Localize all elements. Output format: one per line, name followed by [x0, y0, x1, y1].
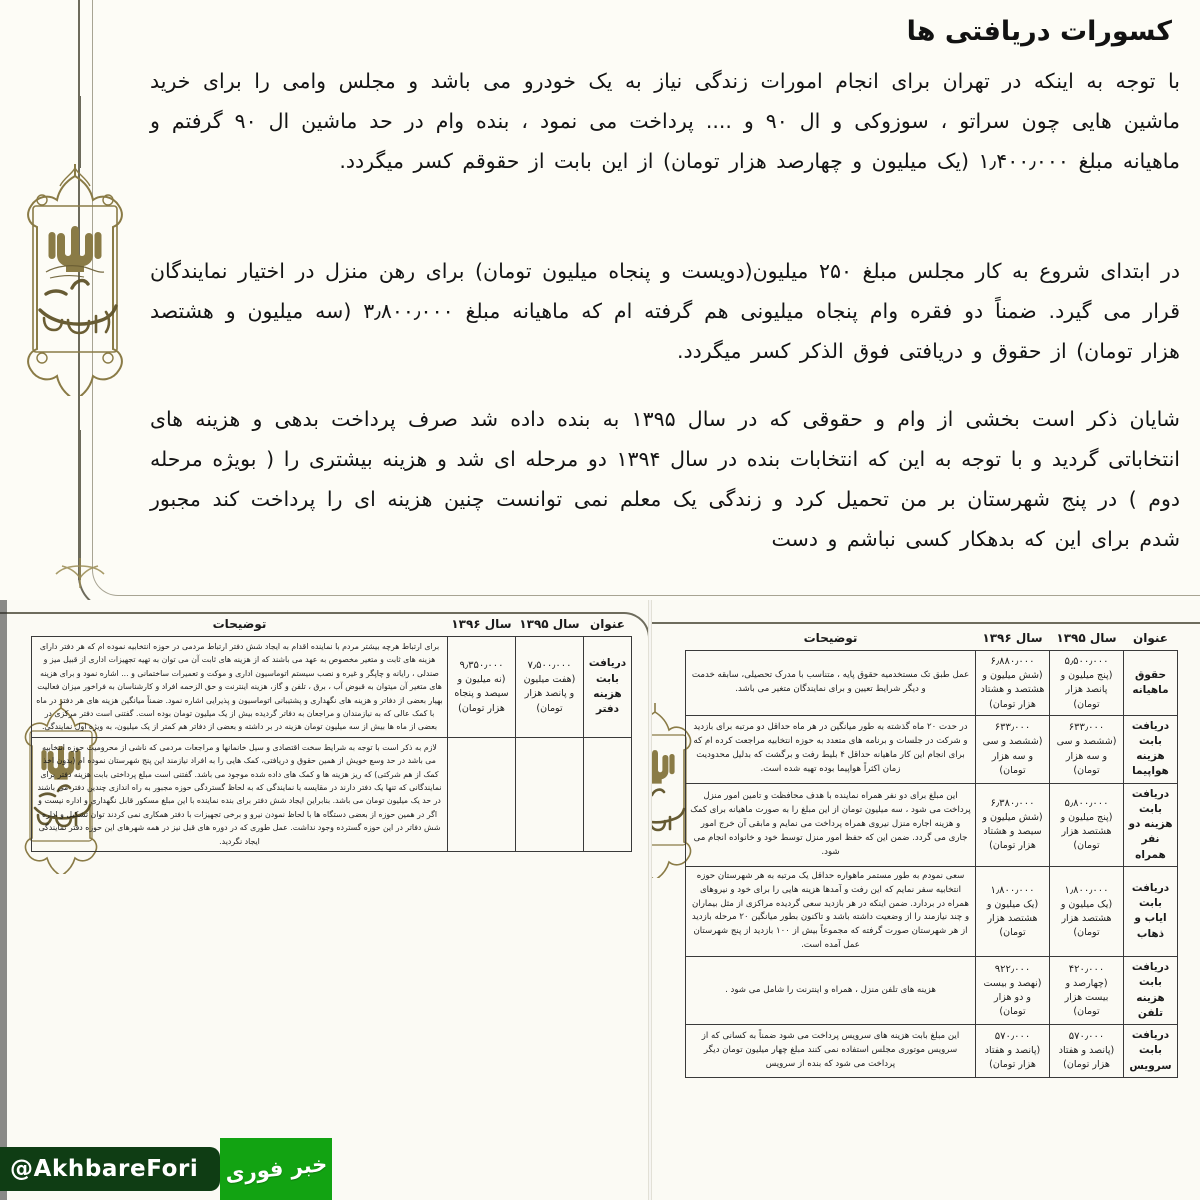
row-title: حقوق ماهیانه — [1124, 651, 1178, 716]
amount-number: ۹۲۲٫۰۰۰ — [994, 963, 1031, 975]
row-amount-1396 — [976, 715, 1050, 783]
amount-number: ۶۳۳٫۰۰۰ — [1068, 722, 1105, 734]
amount-words: (نهصد و بیست و دو هزار تومان) — [983, 977, 1042, 1018]
table-row — [686, 651, 1178, 716]
amount-number: ۱٫۸۰۰٫۰۰۰ — [1064, 884, 1109, 896]
amount-number: ۵۷۰٫۰۰۰ — [1068, 1031, 1105, 1043]
row-title: دریافت بابت هزینه هواپیما — [1124, 715, 1178, 783]
page-title: کسورات دریافتی ها — [906, 16, 1172, 47]
header-description: توضیحات — [212, 617, 267, 631]
row-description: لازم به ذکر است با توجه به شرایط سخت اقتصادی و سیل خانمانها و مراجعات مردمی که ناشی از محرومیت حوزه انتخابیه می باشد در حد وسع خویش از همین حقوق و دریافتی، کمک هایی را به افراد نیازمند این پنج شهرستان نموده ام (بدون اخذ کمک از هم شرکتی) که ریز هزینه ها و کمک های داده شده موجود می باشد. گفتنی است مبلغ پرداختی بابت هزینه دفتر برای نمایندگانی که تنها یک دفتر دارند در مقایسه با نمایندگی که به لحاظ گستردگی حوزه مجبور به راه اندازی چندین دفتر می باشند در حد یک میلیون تومان می باشد. بنابراین ایجاد شش دفتر برای بنده نماینده با این مبلغ مسکور قابل نگهداری و اداره نیست و اگر در همین حوزه از بعضی دستگاه ها با لحاظ نمودن نیرو و برخی تجهیزات با دفتر همکاری نمی کردند توان تشکیل و اداره شش دفاتر در این حوزه گسترده وجود نداشت. عمل طوری که در دوره های قبل نیز در همه شهرهای این حوزه دفتر نمایندگی ایجاد نگردید. — [32, 737, 448, 851]
row-description: این مبلغ بابت هزینه های سرویس پرداخت می شود ضمناً به کسانی که از سرویس موتوری مجلس استفاده نمی کنند مبلغ چهار میلیون تومان دیگر پرداخت می شود که بنده از سرویس — [686, 1025, 976, 1078]
amount-words: (یک میلیون و هشتصد هزار تومان) — [1060, 898, 1113, 939]
table-header-row — [32, 614, 632, 637]
row-title: دریافت بابت هزینه دفتر — [584, 637, 632, 738]
row-title: دریافت بابت سرویس — [1124, 1025, 1178, 1078]
watermark-logo-text: خبر فوری — [224, 1151, 329, 1187]
amount-words: (ششصد و سی و سه هزار تومان) — [982, 736, 1043, 776]
row-amount-1396 — [976, 1025, 1050, 1078]
row-amount-1395 — [1050, 957, 1124, 1025]
row-amount-1395 — [1050, 651, 1124, 716]
row-amount-1396 — [976, 957, 1050, 1025]
row-amount-1395 — [516, 637, 584, 738]
corner-flourish-icon — [52, 556, 108, 590]
table-row — [686, 866, 1178, 957]
row-amount-1395 — [1050, 866, 1124, 957]
row-amount-1396 — [448, 737, 516, 851]
page-seam-divider — [648, 600, 652, 1200]
row-amount-1396 — [976, 866, 1050, 957]
amount-number: ۵۷۰٫۰۰۰ — [994, 1031, 1031, 1043]
row-description: سعی نمودم به طور مستمر ماهواره حداقل یک مرتبه به هر شهرستان حوزه انتخابیه سفر نمایم که این رفت و آمدها هزینه هایی را برای خود و نیروهای همراه در بردارد. ضمن اینکه در هر بازدید سعی گردیده مراکزی از مثل بیماران و چند نیازمند را از وضعیت داشته باشد و تاکنون بطور میانگین ۲۰ مرحله بازدید از هر شهرستان صورت گرفته که مجموعاً بیش از ۱۰۰ بازدید از پنج شهرستان عمل آمده است. — [686, 866, 976, 957]
table-row — [32, 737, 632, 851]
row-description: هزینه های تلفن منزل ، همراه و اینترنت را شامل می شود . — [686, 957, 976, 1025]
amount-number: ۶۳۳٫۰۰۰ — [994, 722, 1031, 734]
table-header-row — [686, 628, 1178, 651]
watermark-badge — [0, 1138, 332, 1200]
scan-edge-shadow — [0, 600, 7, 1200]
amount-words: (ششصد و سی و سه هزار تومان) — [1056, 736, 1117, 776]
amount-number: ۵٫۸۰۰٫۰۰۰ — [1064, 797, 1109, 809]
header-year-1396: سال ۱۳۹۶ — [982, 631, 1043, 645]
header-year-1396: سال ۱۳۹۶ — [451, 617, 512, 631]
amount-number: ۴۲۰٫۰۰۰ — [1068, 963, 1105, 975]
amount-number: ۹٫۳۵۰٫۰۰۰ — [459, 660, 504, 672]
header-title: عنوان — [590, 617, 625, 631]
row-description: عمل طبق تک مستخدمیه حقوق پایه ، متناسب با مدرک تحصیلی، سابقه خدمت و دیگر شرایط تعیین و برای نمایندگان متغیر می باشد. — [686, 651, 976, 716]
row-amount-1395 — [516, 737, 584, 851]
amount-words: (نه میلیون و سیصد و پنجاه هزار تومان) — [454, 674, 509, 714]
khabar-fori-logo-icon — [220, 1138, 332, 1200]
row-amount-1396 — [976, 783, 1050, 866]
table-row — [686, 783, 1178, 866]
amount-words: (شش میلیون و هشتصد و هشتاد هزار تومان) — [980, 670, 1045, 710]
row-title: دریافت بابت هزینه تلفن — [1124, 957, 1178, 1025]
amount-words: (پانصد و هفتاد هزار تومان) — [984, 1045, 1041, 1071]
amount-number: ۵٫۵۰۰٫۰۰۰ — [1064, 656, 1109, 667]
amount-words: (پنج میلیون و هشتصد هزار تومان) — [1060, 811, 1113, 852]
amount-words: (پانصد و هفتاد هزار تومان) — [1058, 1045, 1115, 1071]
ledger-table-left — [31, 614, 632, 852]
table-sheet-right — [650, 600, 1200, 1200]
row-title: دریافت بابت هزینه دو نفر همراه — [1124, 783, 1178, 866]
amount-number: ۱٫۸۰۰٫۰۰۰ — [990, 884, 1035, 896]
ledger-table-right — [685, 628, 1178, 1078]
amount-number: ۷٫۵۰۰٫۰۰۰ — [527, 660, 572, 672]
paragraph-2: در ابتدای شروع به کار مجلس مبلغ ۲۵۰ میلیون(دویست و پنجاه میلیون تومان) برای رهن منزل در اختیار نمایندگان قرار می گیرد. ضمناً دو فقره وام پنجاه میلیونی هم گرفته ام که ماهیانه مبلغ ۳٫۸۰۰٫۰۰۰ (سه میلیون و هشتصد هزار تومان) از حقوق و دریافتی فوق الذکر کسر میگردد. — [150, 259, 1180, 363]
table-row — [686, 957, 1178, 1025]
amount-number: ۶٫۸۸۰٫۰۰۰ — [990, 656, 1035, 667]
amount-words: (شش میلیون و سیصد و هشتاد هزار تومان) — [982, 811, 1043, 852]
paragraph-3: شایان ذکر است بخشی از وام و حقوقی که در سال ۱۳۹۵ به بنده داده شد صرف پرداخت بدهی و هزینه های انتخاباتی گردید و با توجه به این که انتخابات بنده در سال ۱۳۹۴ دو مرحله ای شد و هزینه بیشتری را ( بویژه مرحله دوم ) در پنج شهرستان بر من تحمیل کرد و زندگی یک معلم نمی توانست چنین هزینه ای را پرداخت کند مجبور شدم برای این که بدهکار کسی نباشم و دست — [150, 407, 1180, 551]
paragraph-1: با توجه به اینکه در تهران برای انجام امورات زندگی نیاز به یک خودرو می باشد و مجلس وامی را برای خرید ماشین هایی چون سراتو ، سوزوکی و ال ۹۰ و .... پرداخت می نمود ، بنده وام در حد ماشین ال ۹۰ گرفتم و ماهیانه مبلغ ۱٫۴۰۰٫۰۰۰ (یک میلیون و چهارصد هزار تومان) از این بابت از حقوقم کسر میگردد. — [150, 69, 1180, 173]
row-description: برای ارتباط هرچه بیشتر مردم با نماینده اقدام به ایجاد شش دفتر ارتباط مردمی در حوزه انتخابیه نموده ام که هر دفتر دارای هزینه های ثابت و متغیر مخصوص به عهد می باشند که از هزینه های ثابت آن می توان به تهیه تجهیزات اداری از قبیل میز و صندلی ، رایانه و چاپگر و غیره و نصب سیستم اتوماسیون اداری و موکت و تعمیرات ساختمانی و ... اشاره نمود و برای هزینه های متغیر آن میتوان به قبوض آب ، برق ، تلفن و گاز، هزینه اینترنت و حق الزحمه افراد و کارشناسان به فراخور میزان فعالیت بهیار بعضی از دفاتر و هزینه های نگهداری و پشتیبانی اتوماسیون و پذیرایی اشاره نمود. ضمناً میانگین هزینه های هر دفتر در ماه با کمک عالی که به نیازمندان و مراجعان به دفاتر گردیده بیش از یک میلیون تومان بوده است. گفتنی است دفتر مرکزی در بعضی از ماه ها بیش از سه میلیون تومان هزینه در بر داشته و بعضی از دفاتر هم کمتر از یک میلیون، به ویژه اول نمایندگی. — [32, 637, 448, 738]
header-title: عنوان — [1133, 631, 1168, 645]
watermark-handle: @AkhbareFori — [0, 1147, 220, 1191]
row-description: در حدت ۲۰ ماه گذشته به طور میانگین در هر ماه حداقل دو مرتبه برای بازدید و شرکت در جلسات و برنامه های متعدد به حوزه انتخابیه مراجعت کرده ام که برای انجام این کار ماهیانه حداقل ۴ بلیط رفت و برگشت که بدلیل محدودیت زمان اکثراً هواپیما بوده تهیه شده است. — [686, 715, 976, 783]
row-amount-1396 — [448, 637, 516, 738]
row-amount-1396 — [976, 651, 1050, 716]
amount-words: (چهارصد و بیست هزار تومان) — [1064, 977, 1109, 1018]
row-title — [584, 737, 632, 851]
header-year-1395: سال ۱۳۹۵ — [519, 617, 580, 631]
amount-number: ۶٫۳۸۰٫۰۰۰ — [990, 797, 1035, 809]
header-year-1395: سال ۱۳۹۵ — [1056, 631, 1117, 645]
ledger-right-body — [686, 651, 1178, 1078]
row-amount-1395 — [1050, 783, 1124, 866]
table-row — [32, 637, 632, 738]
majles-emblem-icon — [16, 160, 134, 396]
letterhead-spine-upper — [78, 96, 81, 168]
amount-words: (پنج میلیون و پانصد هزار تومان) — [1060, 670, 1113, 710]
row-amount-1395 — [1050, 1025, 1124, 1078]
row-description: این مبلغ برای دو نفر همراه نماینده با هدف محافظت و تامین امور منزل پرداخت می شود ، سه میلیون تومان از این مبلغ را به صورت ماهیانه برای کمک و هزینه اجاره منزل نیروی همراه پرداخت می نمایم و مابقی آن خرج امور جاری می گردد. ضمن این که حفظ امور منزل توسط خود و خانواده انجام می شود. — [686, 783, 976, 866]
table-row — [686, 715, 1178, 783]
header-description: توضیحات — [803, 631, 858, 645]
table-row — [686, 1025, 1178, 1078]
ledger-left-body — [32, 637, 632, 852]
row-title: دریافت بابت ایاب و ذهاب — [1124, 866, 1178, 957]
amount-words: (یک میلیون و هشتصد هزار تومان) — [986, 898, 1039, 939]
row-amount-1395 — [1050, 715, 1124, 783]
table-sheet-left — [0, 600, 650, 1200]
amount-words: (هفت میلیون و پانصد هزار تومان) — [523, 674, 576, 714]
